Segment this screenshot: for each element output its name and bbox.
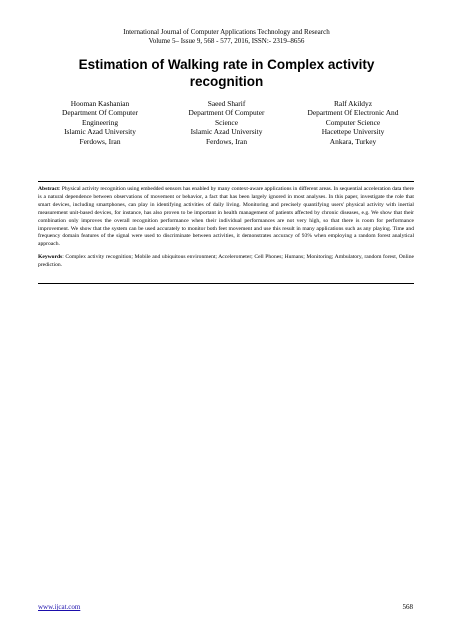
abstract-paragraph bbox=[38, 186, 414, 249]
author-department-cont: Computer Science bbox=[325, 117, 381, 127]
author-university: Hacettepe University bbox=[321, 127, 385, 137]
abstract-bottom-rule bbox=[38, 283, 414, 284]
author-department-cont: Science bbox=[215, 117, 238, 127]
keywords-text: : Complex activity recognition; Mobile and ubiquitous environment; Accelerometer; Cell Phones; Humans; Monitoring; Ambulatory, random forest, Online prediction. bbox=[38, 254, 414, 269]
author-location: Ferdows, Iran bbox=[79, 136, 121, 146]
author-location: Ankara, Turkey bbox=[329, 136, 377, 146]
author-3 bbox=[293, 99, 413, 146]
author-department: Department Of Computer bbox=[188, 108, 265, 118]
author-2 bbox=[167, 99, 287, 146]
author-department: Department Of Electronic And bbox=[307, 108, 399, 118]
abstract-label: Abstract bbox=[38, 186, 59, 192]
author-name: Ralf Akildyz bbox=[334, 99, 372, 108]
paper-title bbox=[40, 56, 413, 90]
author-list bbox=[40, 99, 413, 146]
keywords-label: Keywords bbox=[38, 254, 63, 261]
page-number: 568 bbox=[402, 603, 413, 611]
journal-volume: Volume 5– Issue 9, 568 - 577, 2016, ISSN:- 2319–8656 bbox=[148, 37, 305, 45]
author-name: Hooman Kashanian bbox=[70, 99, 130, 108]
paper-title-line-2: recognition bbox=[189, 74, 264, 89]
abstract-top-rule bbox=[38, 181, 414, 182]
abstract-section bbox=[38, 186, 414, 270]
author-name: Saeed Sharif bbox=[207, 99, 246, 108]
author-university: Islamic Azad University bbox=[190, 127, 263, 137]
author-university: Islamic Azad University bbox=[64, 127, 136, 137]
author-1 bbox=[40, 99, 160, 146]
keywords-paragraph bbox=[38, 254, 414, 270]
author-department-cont: Engineering bbox=[81, 117, 119, 127]
paper-title-line-1: Estimation of Walking rate in Complex activity bbox=[78, 57, 375, 72]
journal-header bbox=[0, 28, 453, 46]
author-department: Department Of Computer bbox=[62, 108, 138, 118]
abstract-text: : Physical activity recognition using embedded sensors has enabled by many context-aware applications in different areas. In sequential acceleration data there is a natural dependence between observations of movement or behavior, a fact that has been largely ignored in most analyses. In this paper, investigate the role that smart devices, including smartphones, can play in identifying activities of daily living. Monitoring and precisely quantifying users' physical activity with inertial measurement unit-based devices, for instance, has also proven to be important in health management of patients affected by chronic diseases, e.g. We show that their combination only improves the overall recognition performance when their individual performances are not very high, so that there is room for performance improvement. We show that the system can be used accurately to monitor both feet movement and use this result in many applications such as any playing. Time and frequency domain features of the signal were used to discriminate between activities, it demonstrates accuracy of 93% when employing a random forest analytical approach. bbox=[38, 186, 414, 248]
journal-name: International Journal of Computer Applications Technology and Research bbox=[123, 28, 330, 36]
journal-website-link[interactable]: www.ijcat.com bbox=[38, 603, 81, 611]
author-location: Ferdows, Iran bbox=[205, 136, 248, 146]
